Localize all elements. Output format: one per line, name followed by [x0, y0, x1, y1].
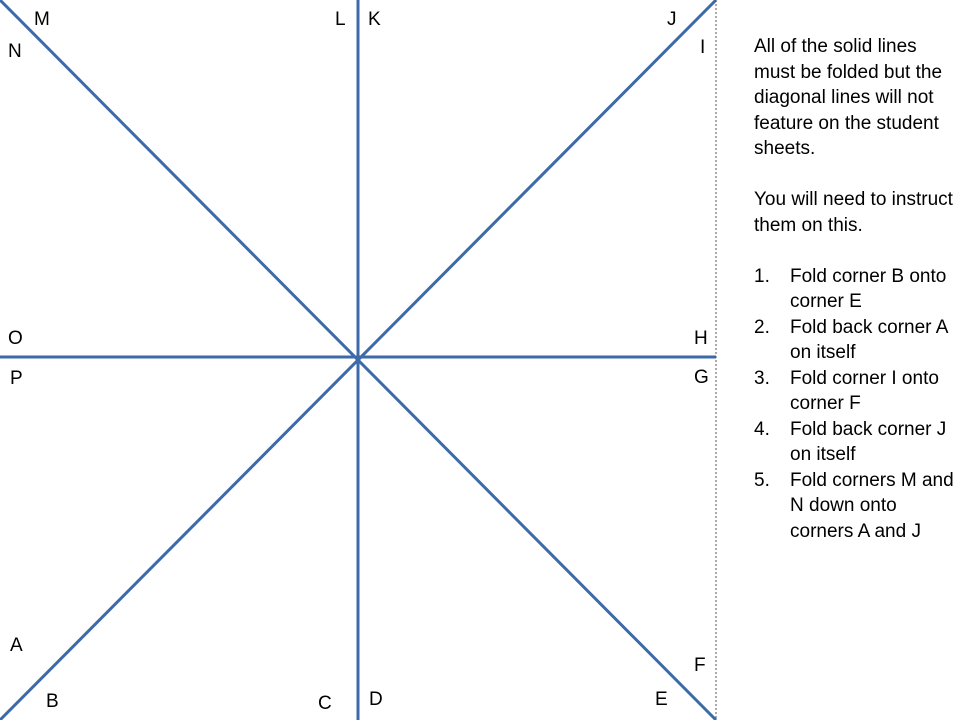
step-text: Fold back corner J on itself [790, 418, 947, 465]
point-label-a: A [10, 635, 23, 656]
fold-steps-list [754, 264, 954, 545]
step-text: Fold corner I onto corner F [790, 367, 939, 414]
point-label-o: O [8, 328, 23, 349]
point-label-l: L [335, 9, 346, 30]
point-label-m: M [34, 9, 50, 30]
step-number: 3. [754, 367, 770, 389]
fold-step [754, 366, 954, 417]
point-label-c: C [318, 693, 332, 714]
instructions-intro: All of the solid lines must be folded but the diagonal lines will not feature on the student sheets. [754, 36, 943, 159]
point-label-g: G [694, 367, 709, 388]
step-text: Fold back corner A on itself [790, 316, 948, 363]
point-label-i: I [700, 37, 706, 58]
point-label-h: H [694, 328, 708, 349]
point-label-e: E [655, 689, 668, 710]
point-label-f: F [694, 655, 706, 676]
point-label-j: J [667, 9, 677, 30]
instructions-note: You will need to instruct them on this. [754, 189, 953, 236]
step-number: 5. [754, 469, 770, 491]
point-label-p: P [10, 368, 23, 389]
step-text: Fold corner B onto corner E [790, 265, 947, 312]
step-number: 2. [754, 316, 770, 338]
fold-step [754, 468, 954, 545]
point-label-k: K [368, 9, 381, 30]
fold-step [754, 315, 954, 366]
fold-step [754, 264, 954, 315]
point-label-b: B [46, 691, 59, 712]
step-number: 4. [754, 418, 770, 440]
step-text: Fold corners M and N down onto corners A and J [790, 469, 954, 542]
step-number: 1. [754, 265, 770, 287]
instructions-panel [754, 34, 954, 544]
fold-step [754, 417, 954, 468]
point-label-n: N [8, 41, 22, 62]
point-label-d: D [369, 689, 383, 710]
